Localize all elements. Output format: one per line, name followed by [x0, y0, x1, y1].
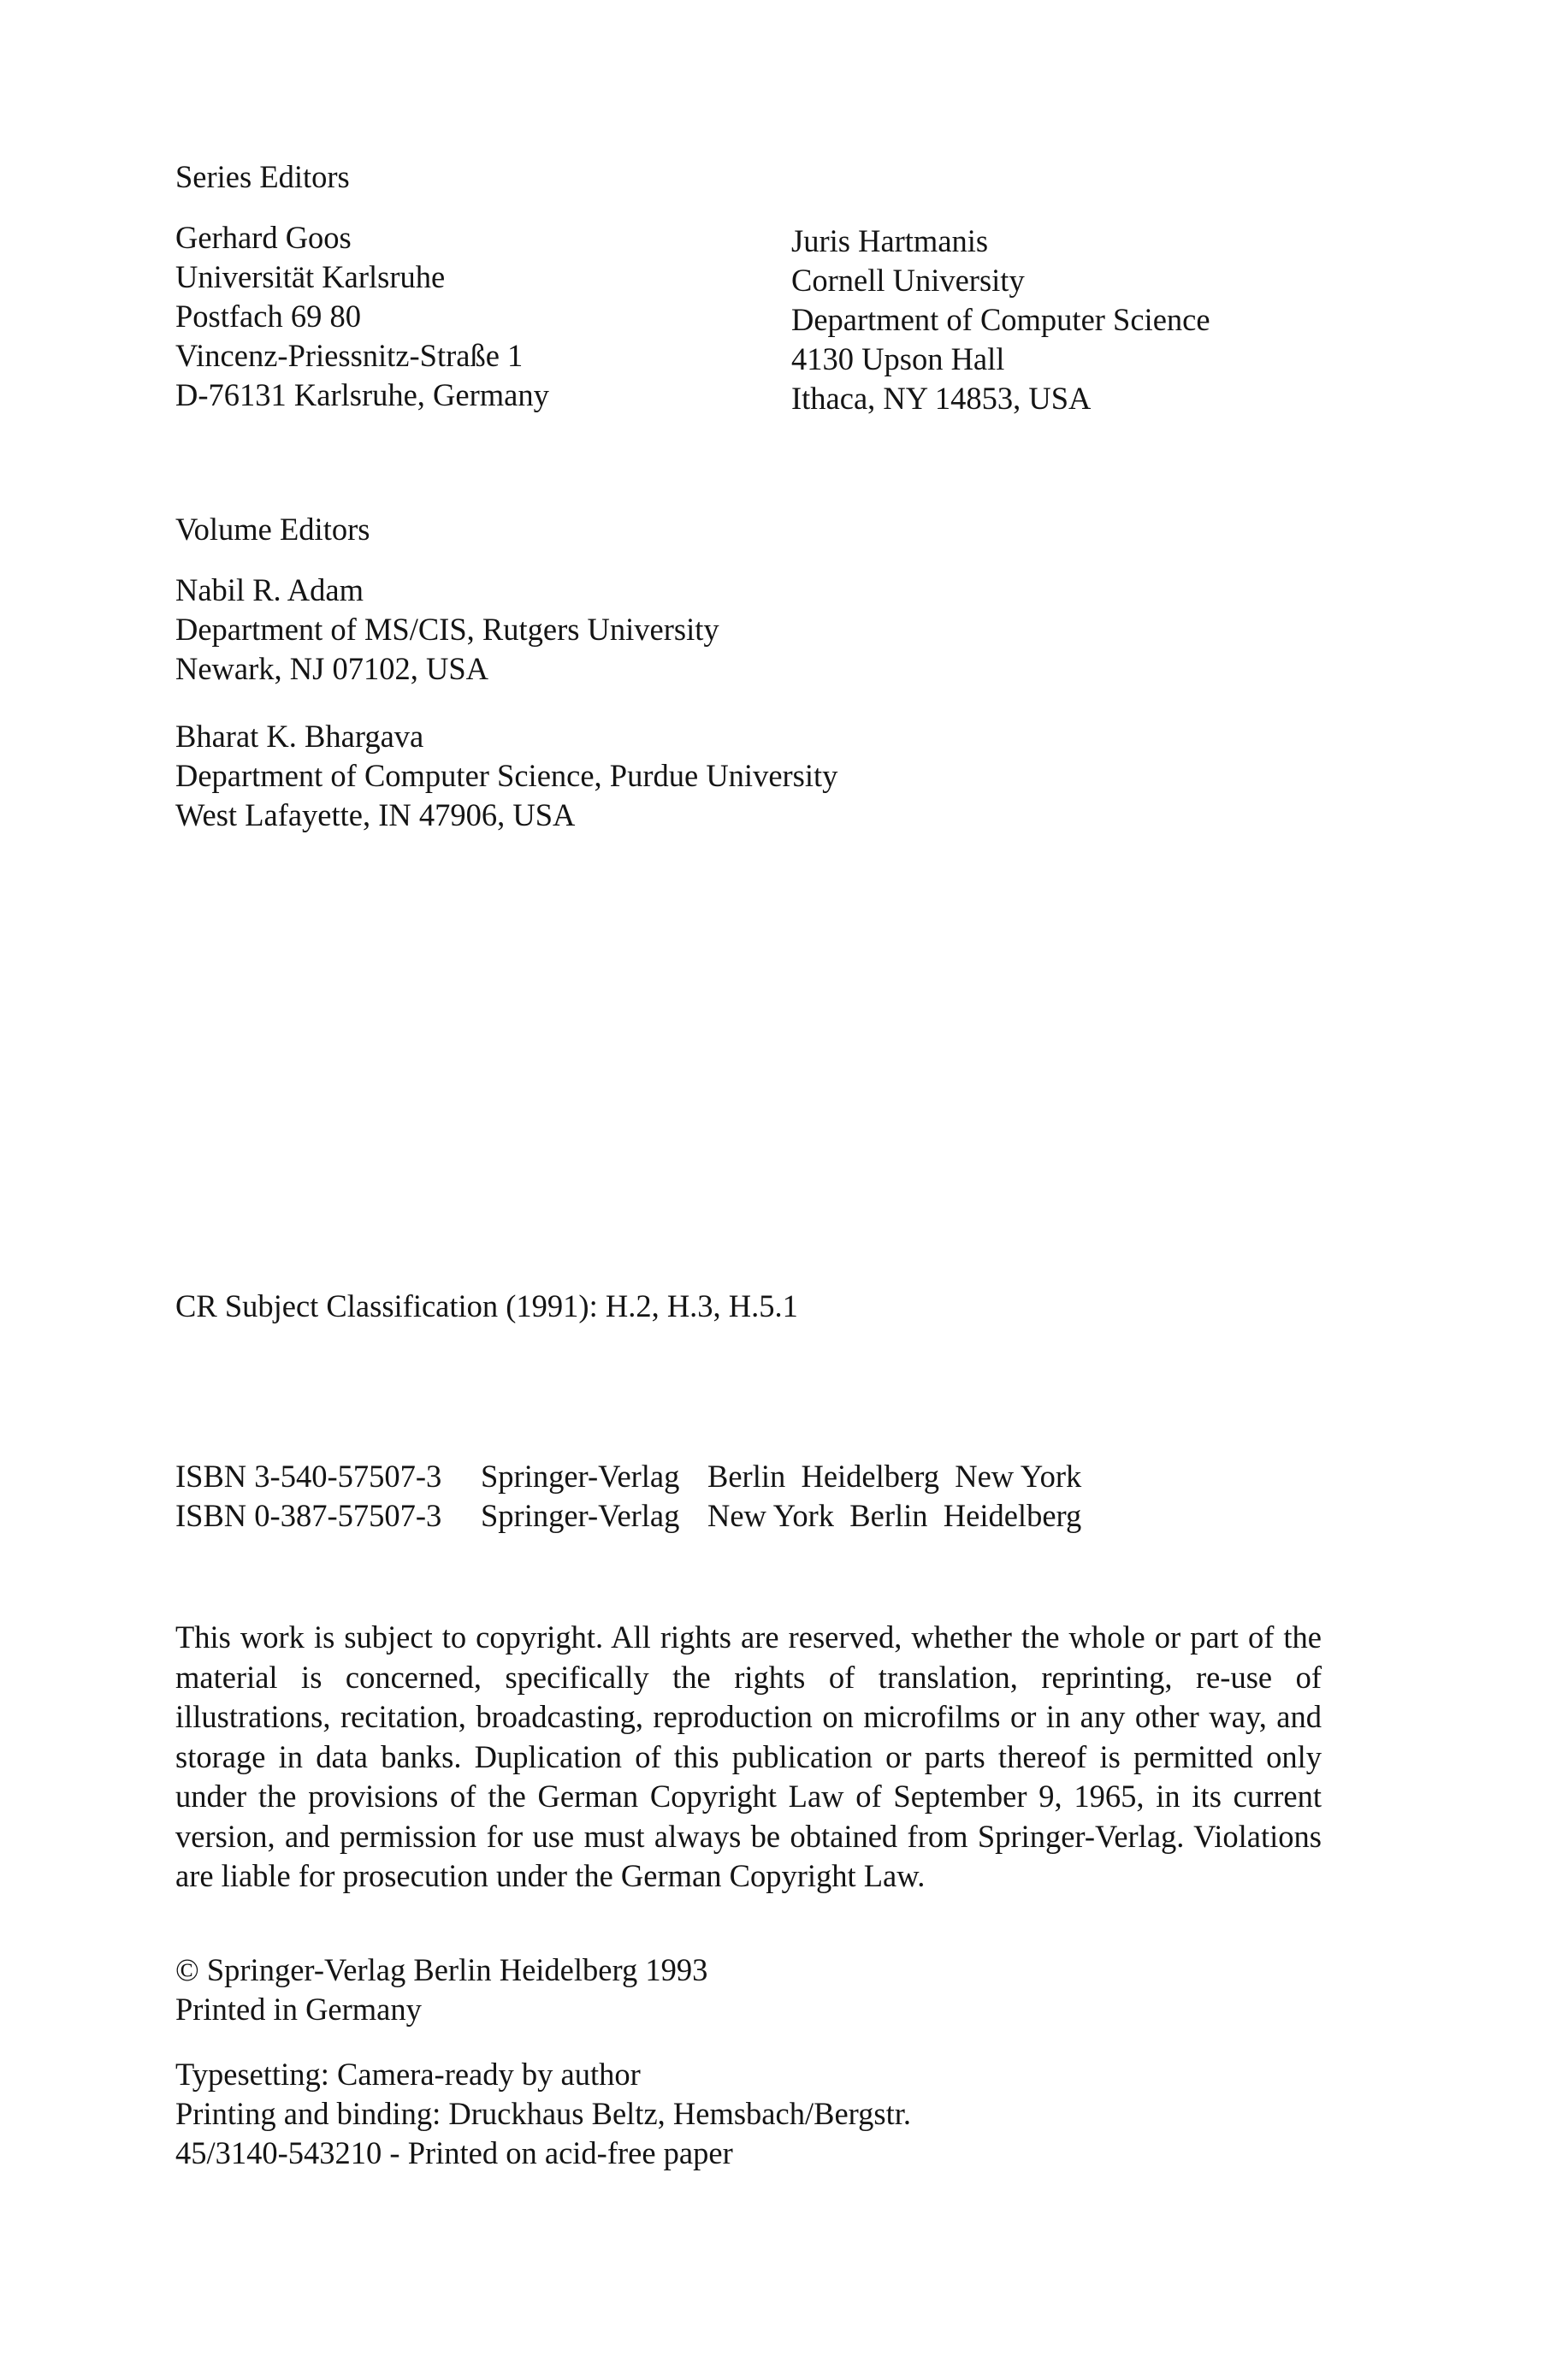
heading-text: Volume Editors — [175, 512, 370, 547]
series-editor-goos-address — [175, 218, 549, 415]
address-line: Juris Hartmanis — [791, 223, 989, 258]
series-editors-heading — [175, 157, 350, 197]
address-line: Gerhard Goos — [175, 220, 352, 255]
production-line: 45/3140-543210 - Printed on acid-free paper — [175, 2135, 733, 2170]
copyright-notice — [175, 1951, 707, 2029]
isbn-number: ISBN 0-387-57507-3 — [175, 1498, 442, 1533]
isbn-block — [175, 1457, 1081, 1536]
address-line: Nabil R. Adam — [175, 572, 364, 607]
address-line: Vincenz-Priessnitz-Straße 1 — [175, 338, 524, 373]
address-line: Postfach 69 80 — [175, 299, 361, 334]
address-line: Bharat K. Bhargava — [175, 719, 424, 754]
series-editor-hartmanis-address — [791, 222, 1210, 418]
subject-classification — [175, 1287, 798, 1326]
isbn-publisher: Springer-Verlag — [481, 1498, 680, 1533]
volume-editor-adam-address — [175, 571, 719, 689]
production-details — [175, 2055, 911, 2173]
address-line: Universität Karlsruhe — [175, 259, 446, 294]
volume-editor-bhargava-address — [175, 717, 837, 835]
address-line: Department of MS/CIS, Rutgers University — [175, 612, 719, 647]
notice-line: © Springer-Verlag Berlin Heidelberg 1993 — [175, 1952, 708, 1987]
address-line: D-76131 Karlsruhe, Germany — [175, 377, 549, 412]
address-line: 4130 Upson Hall — [791, 341, 1005, 376]
isbn-number: ISBN 3-540-57507-3 — [175, 1459, 442, 1494]
address-line: Department of Computer Science — [791, 302, 1210, 337]
classification-text: CR Subject Classification (1991): H.2, H.3, H.5.1 — [175, 1288, 798, 1323]
isbn-line — [175, 1457, 1081, 1496]
notice-line: Printed in Germany — [175, 1992, 422, 2027]
isbn-line — [175, 1496, 1081, 1536]
isbn-cities: New York Berlin Heidelberg — [707, 1498, 1082, 1533]
address-line: Newark, NJ 07102, USA — [175, 651, 488, 686]
address-line: Ithaca, NY 14853, USA — [791, 381, 1092, 416]
isbn-publisher: Springer-Verlag — [481, 1459, 680, 1494]
copyright-paragraph: This work is subject to copyright. All rights are reserved, whether the whole or part of the material is concerned, specifically the rights of translation, reprinting, re-use of illustrations, recitation, broadcasting, reproduction on microfilms or in any other way, and storage in data banks. Duplication of this publication or parts thereof is permitted only under the provisions of the German Copyright Law of September 9, 1965, in its current version, and permission for use must always be obtained from Springer-Verlag. Violations are liable for prosecution under the German Copyright Law. — [175, 1619, 1322, 1893]
address-line: Department of Computer Science, Purdue University — [175, 758, 838, 793]
address-line: West Lafayette, IN 47906, USA — [175, 797, 576, 832]
production-line: Typesetting: Camera-ready by author — [175, 2057, 641, 2092]
address-line: Cornell University — [791, 263, 1025, 298]
isbn-cities: Berlin Heidelberg New York — [707, 1459, 1082, 1494]
heading-text: Series Editors — [175, 159, 350, 194]
production-line: Printing and binding: Druckhaus Beltz, Hemsbach/Bergstr. — [175, 2096, 911, 2131]
volume-editors-heading — [175, 510, 370, 549]
